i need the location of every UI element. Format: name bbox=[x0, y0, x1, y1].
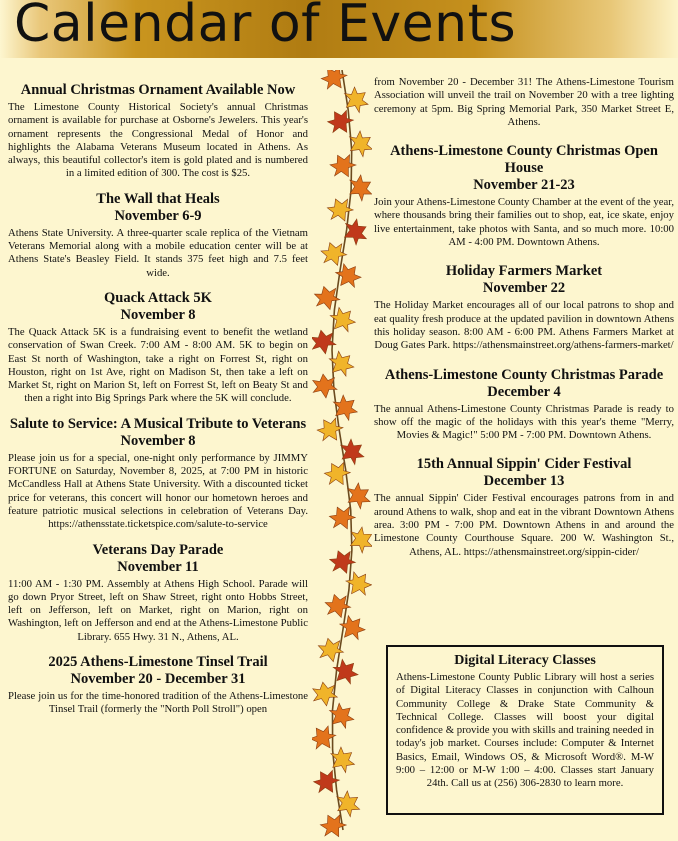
event-body: The Holiday Market encourages all of our local patrons to shop and eat quality fresh produce at the updated pavilion in downtown Athens this holiday season. 8:00 AM - 6:00 PM. Athens Farmers Market at Doug Gates Park. https://athensmainstreet.org/athens-farmers-market/ bbox=[374, 299, 674, 352]
left-column bbox=[8, 82, 308, 727]
header-banner bbox=[0, 0, 678, 58]
event-body: Athens State University. A three-quarter scale replica of the Vietnam Veterans Memorial along with a mobile education center will be at Athens State's Beasley Field. It stands 375 feet high and 7.5 feet wide. bbox=[8, 226, 308, 279]
event-tinsel-trail-continued bbox=[374, 76, 674, 129]
right-column bbox=[374, 76, 674, 569]
event-date: December 4 bbox=[487, 383, 561, 400]
event-date: December 13 bbox=[483, 473, 565, 490]
event-salute-to-service bbox=[8, 416, 308, 532]
event-title: 2025 Athens-Limestone Tinsel Trail bbox=[48, 654, 268, 671]
digital-literacy-box bbox=[386, 645, 664, 815]
event-body: The Limestone County Historical Society's annual Christmas ornament is available for purchase at Osborne's Jewelers. This year's ornament represents the Congressional Medal of Honor and highlights the Alabama Veterans Museum located in Athens. As always, this beautiful collector's item is gold plated and is numbered in a limited edition of 300. The cost is $25. bbox=[8, 101, 308, 180]
event-ornament bbox=[8, 82, 308, 181]
event-body: The annual Athens-Limestone County Christmas Parade is ready to show off the magic of the holidays with this year's theme "Merry, Movies & Magic!" 5:00 PM - 7:00 PM. Downtown Athens. bbox=[374, 402, 674, 442]
event-title: Salute to Service: A Musical Tribute to Veterans bbox=[9, 415, 307, 432]
event-title: Holiday Farmers Market bbox=[445, 263, 603, 280]
event-body: 11:00 AM - 1:30 PM. Assembly at Athens High School. Parade will go down Pryor Street, left on Shaw Street, right onto Hobbs Street, left on Jefferson, left on Market, right on Marion, right on Washington, left on Jefferson and end at the Athens-Limestone Public Library. 655 Hwy. 31 N., Athens, AL. bbox=[8, 577, 308, 643]
event-sippin-cider bbox=[374, 456, 674, 558]
event-date: November 21-23 bbox=[473, 177, 575, 194]
event-date: November 11 bbox=[117, 558, 199, 575]
event-title: Quack Attack 5K bbox=[104, 289, 212, 306]
event-christmas-open-house bbox=[374, 143, 674, 249]
event-title: Veterans Day Parade bbox=[92, 541, 224, 558]
box-body: Athens-Limestone County Public Library will host a series of Digital Literacy Classes in conjunction with Calhoun Community College & Drake State Community & Technical College. Classes will boost your digital confidence & provide you with skills and training needed in today's job market. Courses include: Computer & Internet Basics, Email, Windows OS, & Microsoft Word®. M-W 9:00 – 12:00 or M-W 1:00 – 4:00. Classes start January 24th. Call us at (256) 306-2830 to learn more. bbox=[396, 671, 654, 790]
event-christmas-parade bbox=[374, 367, 674, 443]
page-title: Calendar of Events bbox=[14, 0, 517, 54]
event-body: Please join us for the time-honored tradition of the Athens-Limestone Tinsel Trail (formerly the "North Poll Stroll") open bbox=[8, 690, 308, 716]
event-title: The Wall that Heals bbox=[96, 190, 220, 207]
event-tinsel-trail bbox=[8, 654, 308, 717]
event-title: Annual Christmas Ornament Available Now bbox=[20, 82, 296, 98]
event-title: Athens-Limestone County Christmas Open House bbox=[390, 143, 658, 177]
event-title: Athens-Limestone County Christmas Parade bbox=[384, 366, 664, 383]
event-body: The annual Sippin' Cider Festival encourages patrons from in and around Athens to walk, shop and eat in the vibrant Downtown Athens area. 3:00 PM - 7:00 PM. Downtown Athens in and around the Limestone County Courthouse Square. 200 W. Washington St., Athens, AL. https://athensmainstreet.org/sippin-cider/ bbox=[374, 492, 674, 558]
event-date: November 6-9 bbox=[114, 207, 202, 224]
event-wall-that-heals bbox=[8, 191, 308, 280]
event-body: Please join us for a special, one-night only performance by JIMMY FORTUNE on Saturday, November 8, 2025, at 7:00 PM in historic McCandless Hall at Athens State University. With a discounted ticket price for veterans, this concert will honor our hometown heroes and feature patriotic musical selections in celebration of Veterans Day. https://athensstate.ticketspice.com/salute-to-service bbox=[8, 451, 308, 531]
event-date: November 8 bbox=[120, 306, 196, 323]
event-body: The Quack Attack 5K is a fundraising event to benefit the wetland conservation of Swan Creek. 7:00 AM - 8:00 AM. 5K to begin on East St north of Washington, take a right on Forrest St, right on Houston, right on 1st Ave, right on Madison St, then take a left on Market St, right on Marion St, left on Forrest St, left on Beaty St and then a right into Big Springs Park where the 5K will conclude. bbox=[8, 325, 308, 405]
event-date: November 8 bbox=[120, 432, 196, 449]
autumn-leaf-vine-icon bbox=[312, 70, 372, 841]
box-title: Digital Literacy Classes bbox=[454, 653, 596, 668]
event-date: November 22 bbox=[482, 280, 566, 297]
event-holiday-farmers-market bbox=[374, 263, 674, 352]
event-quack-attack bbox=[8, 290, 308, 406]
event-veterans-day-parade bbox=[8, 542, 308, 644]
event-body: Join your Athens-Limestone County Chamber at the event of the year, where thousands bring their families out to shop, eat, ice skate, enjoy live entertainment, take photos with Santa, and so much more. 10:00 AM - 4:00 PM. Downtown Athens. bbox=[374, 196, 674, 249]
event-date: November 20 - December 31 bbox=[70, 671, 246, 688]
event-title: 15th Annual Sippin' Cider Festival bbox=[416, 456, 632, 473]
event-body: from November 20 - December 31! The Athens-Limestone Tourism Association will unveil the trail on November 20 with a tree lighting ceremony at 5pm. Big Spring Memorial Park, 350 Market Street E, Athens. bbox=[374, 76, 674, 128]
